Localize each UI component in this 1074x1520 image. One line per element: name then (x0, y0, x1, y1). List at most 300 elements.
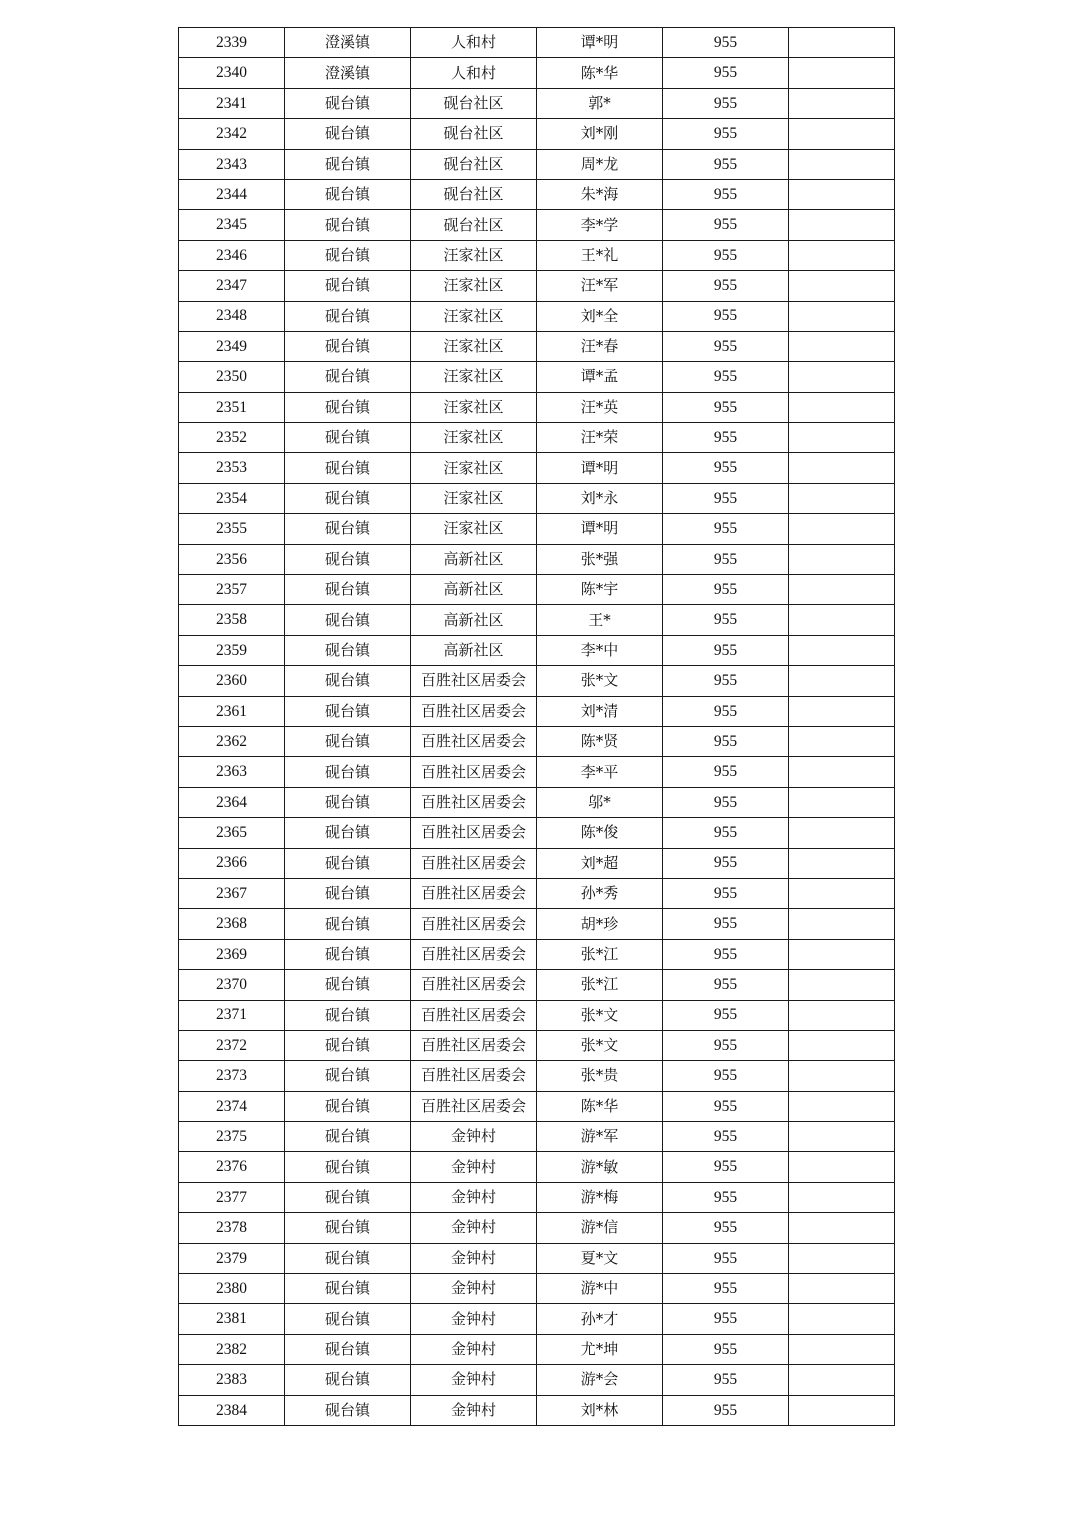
cell-town: 砚台镇 (285, 1182, 411, 1212)
cell-amount: 955 (663, 605, 789, 635)
table-row (179, 88, 895, 118)
table-row (179, 848, 895, 878)
cell-note (789, 423, 895, 453)
cell-village: 汪家社区 (411, 514, 537, 544)
table-row (179, 726, 895, 756)
cell-town: 砚台镇 (285, 666, 411, 696)
cell-village: 百胜社区居委会 (411, 909, 537, 939)
table-row (179, 331, 895, 361)
table-row (179, 544, 895, 574)
cell-serial-number: 2349 (179, 331, 285, 361)
cell-person-name: 胡*珍 (537, 909, 663, 939)
cell-amount: 955 (663, 119, 789, 149)
table-row (179, 666, 895, 696)
cell-note (789, 909, 895, 939)
cell-amount: 955 (663, 423, 789, 453)
cell-serial-number: 2352 (179, 423, 285, 453)
cell-note (789, 483, 895, 513)
cell-village: 百胜社区居委会 (411, 1091, 537, 1121)
cell-serial-number: 2357 (179, 575, 285, 605)
cell-note (789, 635, 895, 665)
cell-town: 砚台镇 (285, 1334, 411, 1364)
cell-note (789, 271, 895, 301)
cell-village: 砚台社区 (411, 88, 537, 118)
cell-note (789, 301, 895, 331)
cell-village: 高新社区 (411, 635, 537, 665)
cell-town: 砚台镇 (285, 909, 411, 939)
cell-note (789, 605, 895, 635)
cell-town: 砚台镇 (285, 1243, 411, 1273)
cell-village: 高新社区 (411, 575, 537, 605)
cell-amount: 955 (663, 271, 789, 301)
cell-village: 金钟村 (411, 1334, 537, 1364)
cell-town: 砚台镇 (285, 1395, 411, 1425)
cell-person-name: 李*平 (537, 757, 663, 787)
table-row (179, 787, 895, 817)
cell-amount: 955 (663, 544, 789, 574)
cell-serial-number: 2358 (179, 605, 285, 635)
cell-amount: 955 (663, 1061, 789, 1091)
cell-town: 砚台镇 (285, 210, 411, 240)
cell-person-name: 张*贵 (537, 1061, 663, 1091)
cell-person-name: 汪*春 (537, 331, 663, 361)
cell-serial-number: 2342 (179, 119, 285, 149)
cell-town: 砚台镇 (285, 271, 411, 301)
cell-note (789, 149, 895, 179)
cell-village: 汪家社区 (411, 331, 537, 361)
cell-amount: 955 (663, 453, 789, 483)
cell-serial-number: 2368 (179, 909, 285, 939)
cell-town: 砚台镇 (285, 605, 411, 635)
cell-amount: 955 (663, 575, 789, 605)
cell-note (789, 1243, 895, 1273)
table-row (179, 605, 895, 635)
cell-village: 百胜社区居委会 (411, 787, 537, 817)
cell-amount: 955 (663, 392, 789, 422)
cell-serial-number: 2345 (179, 210, 285, 240)
cell-amount: 955 (663, 666, 789, 696)
cell-note (789, 240, 895, 270)
cell-note (789, 58, 895, 88)
cell-person-name: 游*梅 (537, 1182, 663, 1212)
cell-amount: 955 (663, 1243, 789, 1273)
cell-town: 砚台镇 (285, 453, 411, 483)
cell-village: 金钟村 (411, 1152, 537, 1182)
cell-person-name: 张*江 (537, 970, 663, 1000)
cell-village: 金钟村 (411, 1213, 537, 1243)
cell-village: 金钟村 (411, 1243, 537, 1273)
cell-town: 砚台镇 (285, 1304, 411, 1334)
cell-village: 汪家社区 (411, 453, 537, 483)
cell-person-name: 陈*华 (537, 1091, 663, 1121)
cell-note (789, 787, 895, 817)
cell-amount: 955 (663, 1395, 789, 1425)
cell-person-name: 刘*清 (537, 696, 663, 726)
cell-village: 汪家社区 (411, 423, 537, 453)
cell-note (789, 1152, 895, 1182)
cell-person-name: 张*江 (537, 939, 663, 969)
cell-amount: 955 (663, 362, 789, 392)
cell-note (789, 1000, 895, 1030)
cell-town: 砚台镇 (285, 1061, 411, 1091)
cell-amount: 955 (663, 210, 789, 240)
cell-note (789, 88, 895, 118)
cell-serial-number: 2380 (179, 1274, 285, 1304)
cell-person-name: 谭*明 (537, 453, 663, 483)
cell-note (789, 848, 895, 878)
cell-serial-number: 2356 (179, 544, 285, 574)
table-row (179, 1395, 895, 1425)
cell-town: 砚台镇 (285, 1000, 411, 1030)
cell-village: 汪家社区 (411, 392, 537, 422)
cell-village: 百胜社区居委会 (411, 970, 537, 1000)
table-row (179, 483, 895, 513)
cell-amount: 955 (663, 149, 789, 179)
cell-person-name: 李*学 (537, 210, 663, 240)
cell-note (789, 878, 895, 908)
cell-village: 百胜社区居委会 (411, 666, 537, 696)
cell-serial-number: 2341 (179, 88, 285, 118)
cell-amount: 955 (663, 818, 789, 848)
cell-town: 砚台镇 (285, 818, 411, 848)
cell-amount: 955 (663, 1365, 789, 1395)
cell-note (789, 575, 895, 605)
cell-town: 砚台镇 (285, 362, 411, 392)
table-row (179, 271, 895, 301)
cell-amount: 955 (663, 1213, 789, 1243)
table-row (179, 1182, 895, 1212)
table-row (179, 757, 895, 787)
cell-amount: 955 (663, 1182, 789, 1212)
table-row (179, 696, 895, 726)
cell-town: 砚台镇 (285, 423, 411, 453)
cell-person-name: 谭*孟 (537, 362, 663, 392)
table-row (179, 970, 895, 1000)
table-row (179, 1000, 895, 1030)
cell-note (789, 514, 895, 544)
cell-amount: 955 (663, 757, 789, 787)
cell-person-name: 汪*英 (537, 392, 663, 422)
cell-person-name: 刘*刚 (537, 119, 663, 149)
cell-serial-number: 2366 (179, 848, 285, 878)
table-row (179, 423, 895, 453)
cell-town: 砚台镇 (285, 483, 411, 513)
cell-town: 砚台镇 (285, 726, 411, 756)
cell-serial-number: 2371 (179, 1000, 285, 1030)
table-row (179, 635, 895, 665)
cell-note (789, 1334, 895, 1364)
cell-note (789, 1182, 895, 1212)
cell-person-name: 游*敏 (537, 1152, 663, 1182)
cell-amount: 955 (663, 1152, 789, 1182)
table-row (179, 514, 895, 544)
cell-amount: 955 (663, 179, 789, 209)
cell-amount: 955 (663, 970, 789, 1000)
cell-village: 百胜社区居委会 (411, 726, 537, 756)
cell-village: 砚台社区 (411, 119, 537, 149)
cell-amount: 955 (663, 483, 789, 513)
cell-note (789, 362, 895, 392)
cell-person-name: 张*文 (537, 1030, 663, 1060)
cell-note (789, 544, 895, 574)
cell-note (789, 210, 895, 240)
cell-village: 汪家社区 (411, 362, 537, 392)
cell-amount: 955 (663, 726, 789, 756)
table-row (179, 1334, 895, 1364)
cell-amount: 955 (663, 696, 789, 726)
cell-village: 百胜社区居委会 (411, 696, 537, 726)
table-row (179, 362, 895, 392)
table-row (179, 1091, 895, 1121)
cell-amount: 955 (663, 635, 789, 665)
cell-person-name: 王* (537, 605, 663, 635)
cell-amount: 955 (663, 1122, 789, 1152)
cell-person-name: 郭* (537, 88, 663, 118)
table-row (179, 575, 895, 605)
cell-person-name: 张*强 (537, 544, 663, 574)
cell-town: 砚台镇 (285, 939, 411, 969)
cell-town: 澄溪镇 (285, 58, 411, 88)
cell-village: 砚台社区 (411, 149, 537, 179)
cell-person-name: 汪*军 (537, 271, 663, 301)
cell-village: 金钟村 (411, 1395, 537, 1425)
table-row (179, 1274, 895, 1304)
cell-amount: 955 (663, 787, 789, 817)
cell-note (789, 970, 895, 1000)
cell-serial-number: 2343 (179, 149, 285, 179)
cell-person-name: 王*礼 (537, 240, 663, 270)
cell-town: 砚台镇 (285, 970, 411, 1000)
cell-town: 砚台镇 (285, 1152, 411, 1182)
cell-person-name: 游*会 (537, 1365, 663, 1395)
cell-serial-number: 2383 (179, 1365, 285, 1395)
cell-serial-number: 2347 (179, 271, 285, 301)
table-row (179, 909, 895, 939)
data-table (178, 27, 895, 1426)
cell-person-name: 谭*明 (537, 514, 663, 544)
cell-person-name: 游*信 (537, 1213, 663, 1243)
cell-village: 高新社区 (411, 605, 537, 635)
cell-note (789, 757, 895, 787)
cell-person-name: 张*文 (537, 1000, 663, 1030)
cell-serial-number: 2382 (179, 1334, 285, 1364)
cell-amount: 955 (663, 28, 789, 58)
cell-town: 砚台镇 (285, 392, 411, 422)
cell-village: 金钟村 (411, 1274, 537, 1304)
table-row (179, 1152, 895, 1182)
cell-town: 砚台镇 (285, 240, 411, 270)
cell-note (789, 331, 895, 361)
cell-serial-number: 2365 (179, 818, 285, 848)
cell-person-name: 游*中 (537, 1274, 663, 1304)
table-row (179, 149, 895, 179)
cell-amount: 955 (663, 939, 789, 969)
cell-town: 砚台镇 (285, 1213, 411, 1243)
cell-town: 砚台镇 (285, 878, 411, 908)
cell-note (789, 1122, 895, 1152)
cell-serial-number: 2376 (179, 1152, 285, 1182)
table-row (179, 392, 895, 422)
cell-village: 百胜社区居委会 (411, 818, 537, 848)
cell-note (789, 1061, 895, 1091)
cell-town: 砚台镇 (285, 757, 411, 787)
cell-amount: 955 (663, 331, 789, 361)
cell-amount: 955 (663, 1000, 789, 1030)
cell-village: 金钟村 (411, 1365, 537, 1395)
cell-serial-number: 2369 (179, 939, 285, 969)
cell-person-name: 孙*秀 (537, 878, 663, 908)
table-row (179, 28, 895, 58)
table-row (179, 453, 895, 483)
cell-person-name: 刘*永 (537, 483, 663, 513)
cell-town: 砚台镇 (285, 848, 411, 878)
cell-note (789, 1091, 895, 1121)
table-body (179, 28, 895, 1426)
cell-person-name: 谭*明 (537, 28, 663, 58)
cell-town: 砚台镇 (285, 88, 411, 118)
cell-village: 百胜社区居委会 (411, 1061, 537, 1091)
table-row (179, 1213, 895, 1243)
table-row (179, 210, 895, 240)
cell-serial-number: 2374 (179, 1091, 285, 1121)
cell-note (789, 28, 895, 58)
cell-village: 百胜社区居委会 (411, 939, 537, 969)
cell-amount: 955 (663, 1274, 789, 1304)
cell-village: 人和村 (411, 28, 537, 58)
table-row (179, 119, 895, 149)
cell-town: 砚台镇 (285, 301, 411, 331)
cell-serial-number: 2350 (179, 362, 285, 392)
cell-amount: 955 (663, 58, 789, 88)
cell-serial-number: 2340 (179, 58, 285, 88)
cell-serial-number: 2370 (179, 970, 285, 1000)
cell-person-name: 游*军 (537, 1122, 663, 1152)
cell-note (789, 1304, 895, 1334)
cell-village: 汪家社区 (411, 240, 537, 270)
table-row (179, 939, 895, 969)
cell-village: 金钟村 (411, 1182, 537, 1212)
cell-village: 百胜社区居委会 (411, 848, 537, 878)
cell-town: 砚台镇 (285, 149, 411, 179)
cell-village: 汪家社区 (411, 483, 537, 513)
cell-note (789, 179, 895, 209)
cell-serial-number: 2381 (179, 1304, 285, 1334)
cell-village: 汪家社区 (411, 271, 537, 301)
cell-note (789, 1365, 895, 1395)
cell-serial-number: 2373 (179, 1061, 285, 1091)
table-row (179, 179, 895, 209)
cell-village: 百胜社区居委会 (411, 878, 537, 908)
cell-person-name: 刘*超 (537, 848, 663, 878)
cell-town: 砚台镇 (285, 787, 411, 817)
cell-note (789, 1213, 895, 1243)
cell-town: 砚台镇 (285, 514, 411, 544)
cell-serial-number: 2378 (179, 1213, 285, 1243)
cell-town: 砚台镇 (285, 1091, 411, 1121)
table-row (179, 1061, 895, 1091)
cell-person-name: 刘*林 (537, 1395, 663, 1425)
cell-serial-number: 2361 (179, 696, 285, 726)
table-row (179, 1365, 895, 1395)
cell-serial-number: 2384 (179, 1395, 285, 1425)
cell-person-name: 李*中 (537, 635, 663, 665)
cell-amount: 955 (663, 1304, 789, 1334)
cell-note (789, 1395, 895, 1425)
table-row (179, 1122, 895, 1152)
table-row (179, 1030, 895, 1060)
cell-town: 砚台镇 (285, 544, 411, 574)
cell-person-name: 陈*宇 (537, 575, 663, 605)
cell-town: 砚台镇 (285, 331, 411, 361)
cell-town: 砚台镇 (285, 1030, 411, 1060)
cell-serial-number: 2359 (179, 635, 285, 665)
cell-town: 砚台镇 (285, 179, 411, 209)
cell-person-name: 陈*华 (537, 58, 663, 88)
cell-serial-number: 2362 (179, 726, 285, 756)
cell-amount: 955 (663, 878, 789, 908)
cell-amount: 955 (663, 88, 789, 118)
cell-amount: 955 (663, 301, 789, 331)
cell-amount: 955 (663, 848, 789, 878)
cell-village: 汪家社区 (411, 301, 537, 331)
cell-serial-number: 2377 (179, 1182, 285, 1212)
cell-serial-number: 2354 (179, 483, 285, 513)
cell-note (789, 1274, 895, 1304)
cell-serial-number: 2375 (179, 1122, 285, 1152)
cell-note (789, 939, 895, 969)
cell-town: 砚台镇 (285, 575, 411, 605)
cell-note (789, 119, 895, 149)
cell-person-name: 夏*文 (537, 1243, 663, 1273)
cell-serial-number: 2364 (179, 787, 285, 817)
cell-amount: 955 (663, 1091, 789, 1121)
cell-person-name: 陈*贤 (537, 726, 663, 756)
cell-village: 百胜社区居委会 (411, 757, 537, 787)
cell-village: 砚台社区 (411, 179, 537, 209)
cell-note (789, 392, 895, 422)
cell-person-name: 刘*全 (537, 301, 663, 331)
cell-note (789, 696, 895, 726)
cell-person-name: 尤*坤 (537, 1334, 663, 1364)
cell-note (789, 453, 895, 483)
cell-note (789, 666, 895, 696)
cell-town: 砚台镇 (285, 1122, 411, 1152)
table-row (179, 58, 895, 88)
cell-town: 砚台镇 (285, 635, 411, 665)
cell-person-name: 周*龙 (537, 149, 663, 179)
cell-serial-number: 2353 (179, 453, 285, 483)
cell-serial-number: 2360 (179, 666, 285, 696)
cell-village: 人和村 (411, 58, 537, 88)
cell-village: 金钟村 (411, 1122, 537, 1152)
cell-note (789, 818, 895, 848)
cell-person-name: 陈*俊 (537, 818, 663, 848)
cell-serial-number: 2372 (179, 1030, 285, 1060)
table-row (179, 1243, 895, 1273)
cell-person-name: 朱*海 (537, 179, 663, 209)
cell-person-name: 邬* (537, 787, 663, 817)
cell-serial-number: 2346 (179, 240, 285, 270)
cell-village: 金钟村 (411, 1304, 537, 1334)
cell-person-name: 汪*荣 (537, 423, 663, 453)
cell-village: 高新社区 (411, 544, 537, 574)
cell-note (789, 726, 895, 756)
cell-serial-number: 2363 (179, 757, 285, 787)
table-row (179, 818, 895, 848)
cell-town: 澄溪镇 (285, 28, 411, 58)
cell-amount: 955 (663, 1334, 789, 1364)
table-row (179, 1304, 895, 1334)
